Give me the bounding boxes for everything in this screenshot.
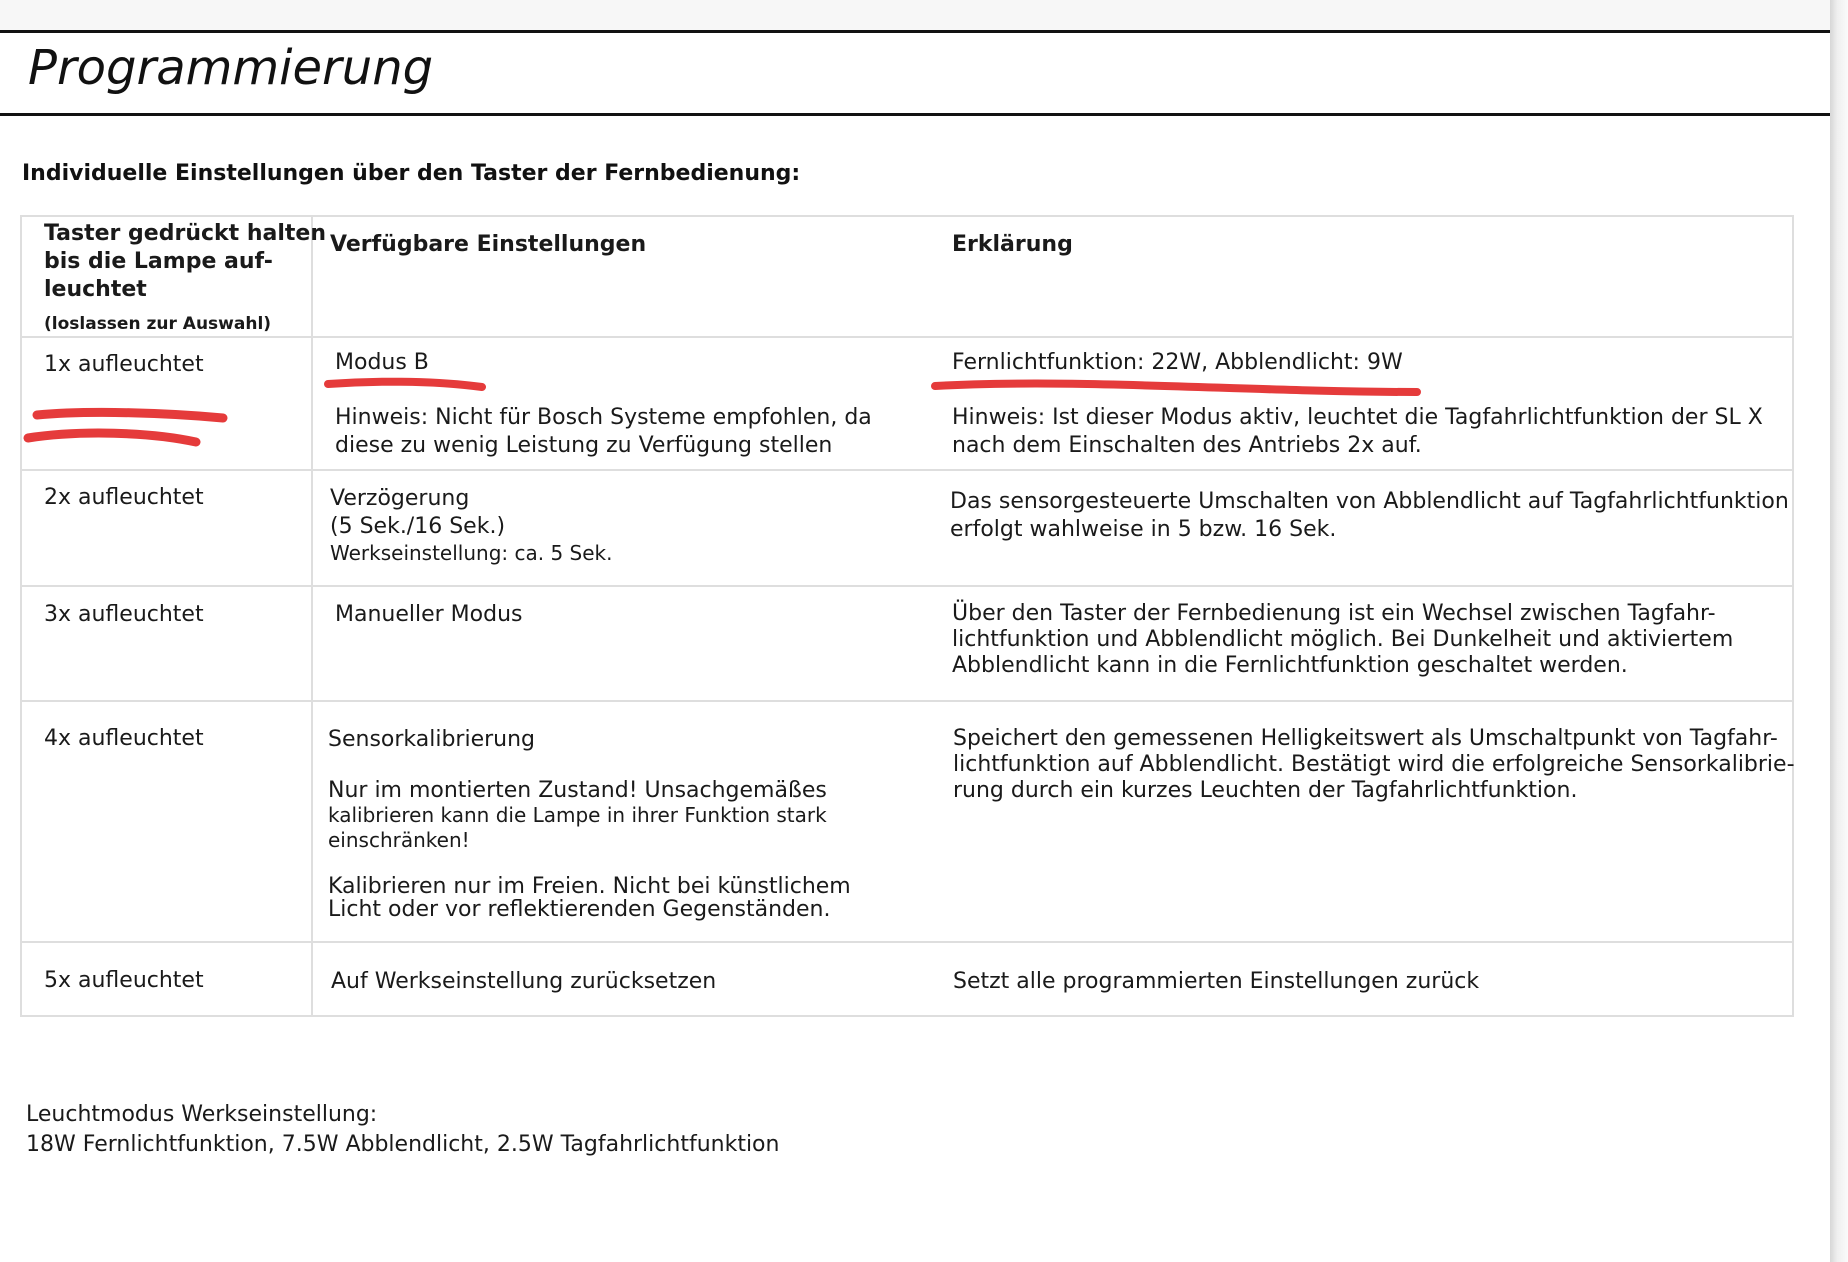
column-divider — [311, 215, 313, 1017]
title-bottom-rule — [0, 113, 1830, 116]
setting-line: Werkseinstellung: ca. 5 Sek. — [330, 541, 613, 565]
row4-warning-outdoor — [328, 875, 851, 921]
warning-line: Nur im montierten Zustand! Unsachgemäßes — [328, 778, 827, 803]
section-subheading: Individuelle Einstellungen über den Taster der Fernbedienung: — [22, 161, 801, 186]
row3-setting: Manueller Modus — [335, 602, 523, 627]
header-trigger — [44, 220, 326, 304]
warning-line: Licht oder vor reflektierenden Gegenständen. — [328, 897, 831, 922]
row4-explanation — [953, 726, 1795, 804]
table-border-bottom — [20, 1015, 1794, 1017]
table-border-right — [1792, 215, 1794, 1017]
explanation-line: lichtfunktion auf Abblendlicht. Bestätigt wird die erfolgreiche Sensorkalibrie- — [953, 752, 1795, 777]
row4-setting: Sensorkalibrierung — [328, 727, 536, 752]
setting-line: (5 Sek./16 Sek.) — [330, 514, 506, 539]
row2-explanation — [950, 488, 1789, 544]
row-divider — [20, 585, 1794, 587]
row2-setting — [330, 485, 612, 566]
table-border-left — [20, 215, 22, 1017]
table-border-top — [20, 215, 1794, 217]
row5-setting: Auf Werkseinstellung zurücksetzen — [331, 969, 717, 994]
note-line: diese zu wenig Leistung zu Verfügung stellen — [335, 433, 833, 458]
warning-line: einschränken! — [328, 828, 470, 852]
explanation-line: erfolgt wahlweise in 5 bzw. 16 Sek. — [950, 517, 1337, 542]
top-margin — [0, 0, 1830, 30]
row1-explanation: Fernlichtfunktion: 22W, Abblendlicht: 9W — [952, 350, 1403, 375]
footer-line: Leuchtmodus Werkseinstellung: — [26, 1102, 378, 1127]
row4-trigger: 4x aufleuchtet — [44, 726, 204, 751]
row5-explanation: Setzt alle programmierten Einstellungen zurück — [953, 969, 1480, 994]
header-trigger-line: bis die Lampe auf- — [44, 249, 273, 274]
header-settings: Verfügbare Einstellungen — [330, 232, 647, 257]
row5-trigger: 5x aufleuchtet — [44, 968, 204, 993]
note-line: nach dem Einschalten des Antriebs 2x auf. — [952, 433, 1422, 458]
page-edge-shadow — [1830, 0, 1848, 1262]
footer-line: 18W Fernlichtfunktion, 7.5W Abblendlicht, 2.5W Tagfahrlichtfunktion — [26, 1132, 780, 1157]
page-title: Programmierung — [28, 40, 434, 96]
explanation-line: rung durch ein kurzes Leuchten der Tagfahrlichtfunktion. — [953, 778, 1578, 803]
header-trigger-line: Taster gedrückt halten — [44, 221, 326, 246]
explanation-line: Abblendlicht kann in die Fernlichtfunktion geschaltet werden. — [952, 653, 1628, 678]
row1-explanation-note — [952, 404, 1763, 460]
row-divider — [20, 336, 1794, 338]
header-trigger-note: (loslassen zur Auswahl) — [44, 314, 272, 334]
row-divider — [20, 941, 1794, 943]
factory-default-note — [26, 1100, 779, 1160]
setting-line: Verzögerung — [330, 486, 470, 511]
row-divider — [20, 469, 1794, 471]
warning-line: Kalibrieren nur im Freien. Nicht bei künstlichem — [328, 874, 851, 899]
header-trigger-line: leuchtet — [44, 277, 147, 302]
red-strike-mark — [37, 412, 223, 418]
row1-trigger: 1x aufleuchtet — [44, 352, 204, 377]
title-top-rule — [0, 30, 1830, 33]
explanation-line: Das sensorgesteuerte Umschalten von Abblendlicht auf Tagfahrlichtfunktion — [950, 489, 1789, 514]
red-strike-mark — [28, 433, 196, 442]
note-line: Hinweis: Ist dieser Modus aktiv, leuchtet die Tagfahrlichtfunktion der SL X — [952, 405, 1763, 430]
red-underline-mark — [328, 382, 482, 387]
explanation-line: Speichert den gemessenen Helligkeitswert als Umschaltpunkt von Tagfahr- — [953, 726, 1778, 751]
warning-line: kalibrieren kann die Lampe in ihrer Funktion stark — [328, 803, 827, 827]
row3-explanation — [952, 601, 1733, 679]
header-explanation: Erklärung — [952, 232, 1073, 257]
row-divider — [20, 700, 1794, 702]
row3-trigger: 3x aufleuchtet — [44, 602, 204, 627]
row2-trigger: 2x aufleuchtet — [44, 485, 204, 510]
explanation-line: Über den Taster der Fernbedienung ist ein Wechsel zwischen Tagfahr- — [952, 601, 1716, 626]
note-line: Hinweis: Nicht für Bosch Systeme empfohlen, da — [335, 405, 872, 430]
red-underline-mark — [935, 384, 1417, 392]
explanation-line: lichtfunktion und Abblendlicht möglich. Bei Dunkelheit und aktiviertem — [952, 627, 1734, 652]
row1-setting-note — [335, 404, 872, 460]
row4-warning — [328, 778, 827, 853]
row1-setting: Modus B — [335, 350, 429, 375]
